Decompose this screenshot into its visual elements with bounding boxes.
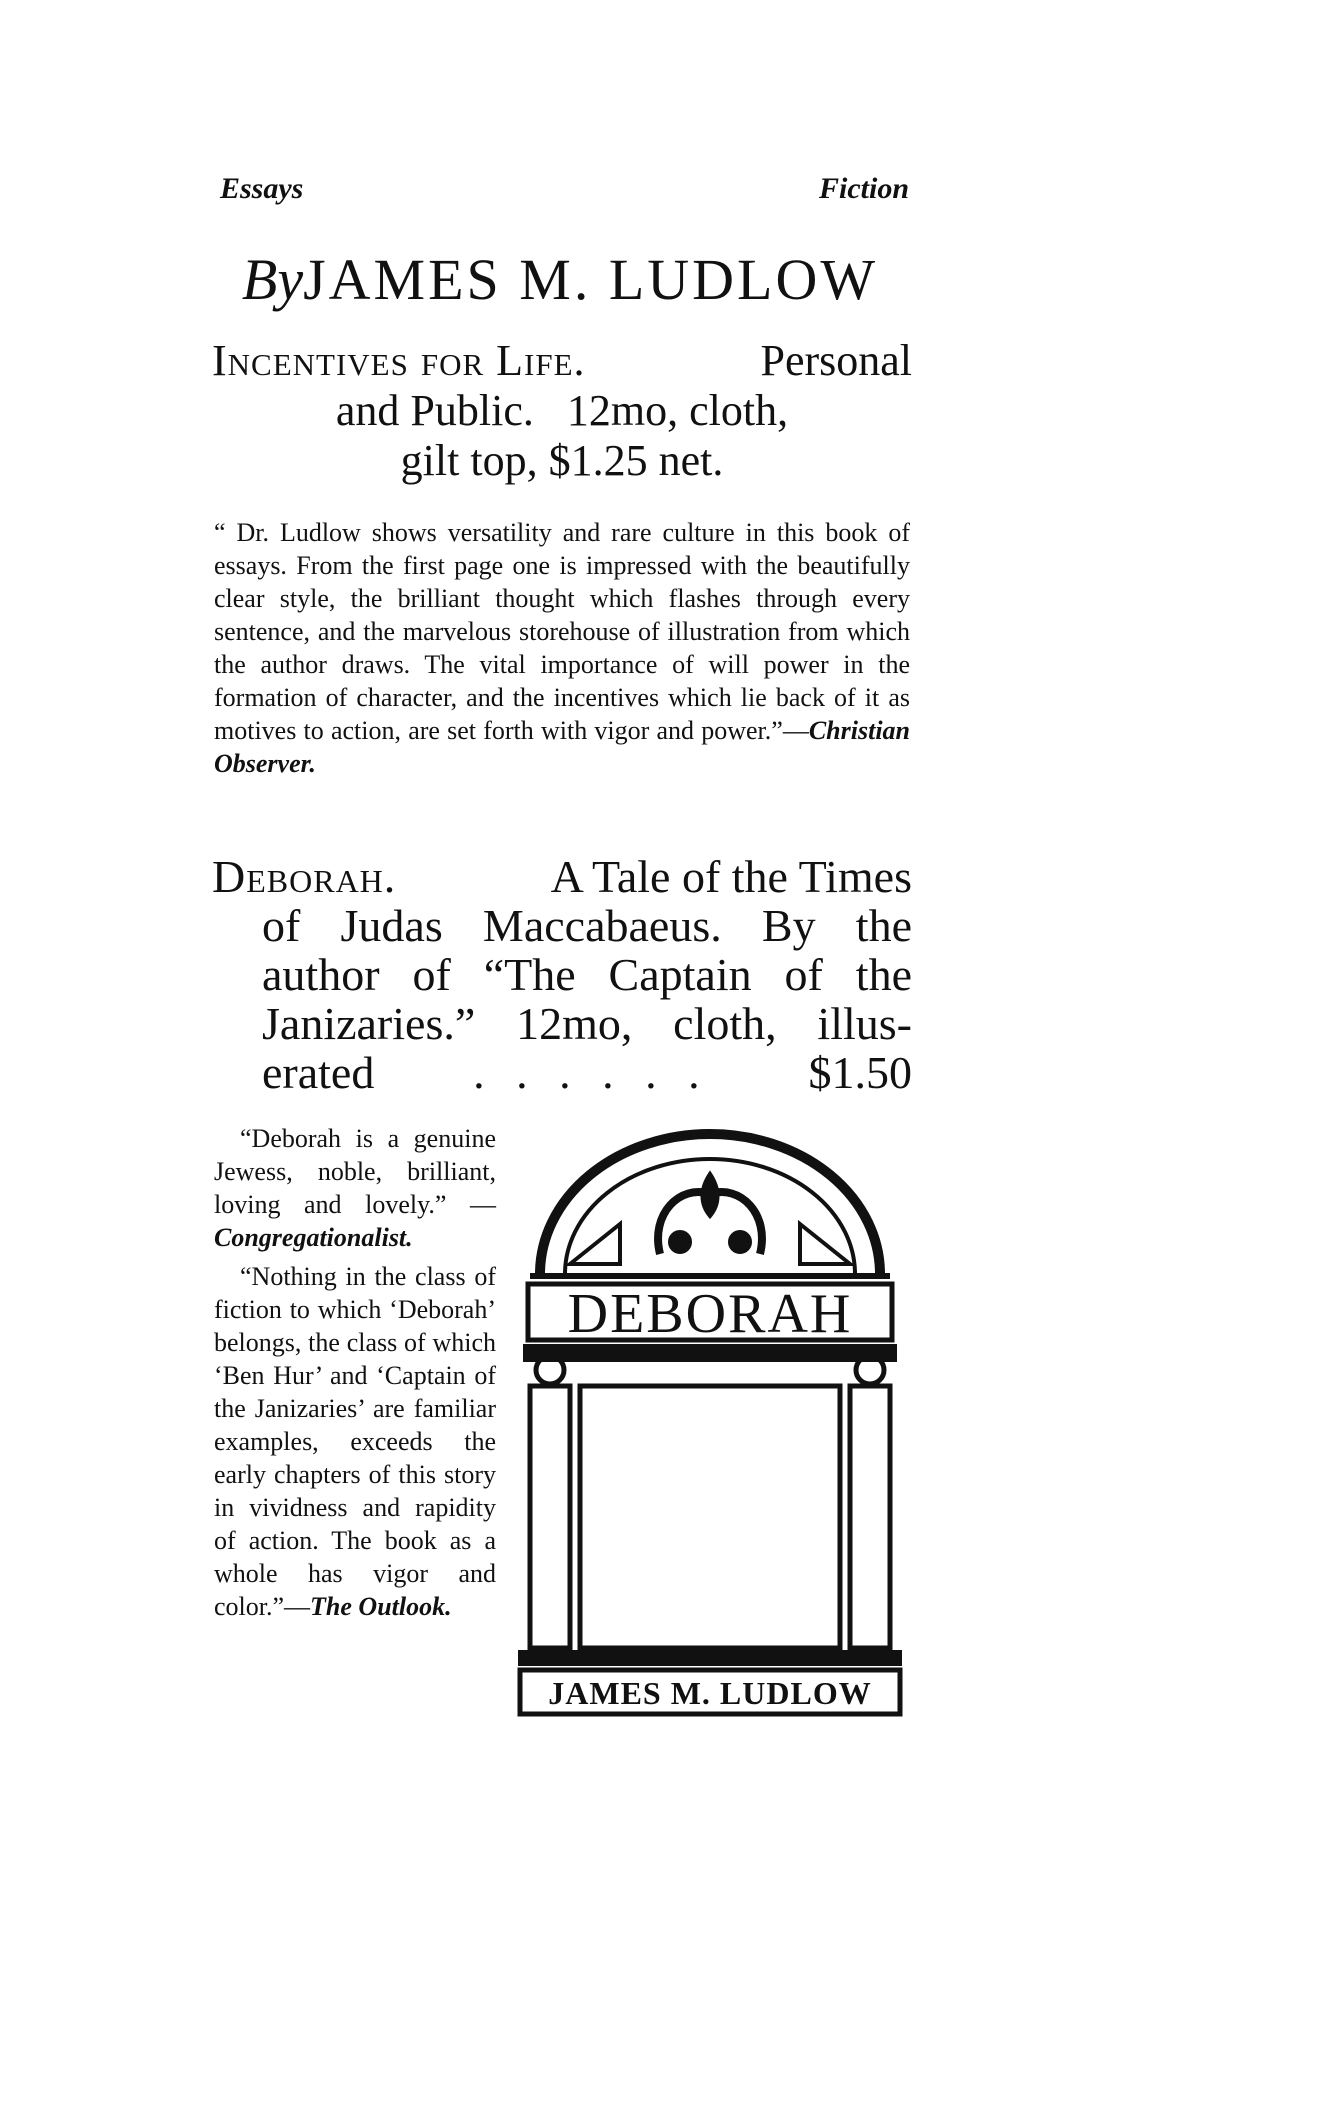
entry2-line3: author of “The Captain of the [262, 949, 912, 1000]
base-bar [520, 1652, 900, 1664]
quote2-paragraph-2 [214, 1260, 496, 1623]
entry2-line1 [212, 852, 912, 901]
column-right [850, 1386, 890, 1648]
quote2-p1-text: “Deborah is a genuine Jewess, noble, brilliant, loving and lovely.” — [214, 1124, 496, 1219]
entry1-title: Incentives for Life. [212, 336, 586, 385]
wreath-knot-left [670, 1232, 690, 1252]
deborah-cover-illustration [510, 1124, 910, 1724]
cover-title-text: DEBORAH [567, 1283, 853, 1345]
quote2-paragraph-1 [214, 1122, 496, 1254]
entry-incentives-for-life [212, 336, 912, 486]
running-head-right: Fiction [818, 172, 909, 205]
wreath-knot-right [730, 1232, 750, 1252]
quote2-p1-source: Congregationalist. [214, 1223, 413, 1252]
entry2-line2: of Judas Maccabaeus. By the [262, 900, 912, 951]
entry2-line4: Janizaries.” 12mo, cloth, illus- [262, 998, 912, 1049]
author-heading [210, 248, 910, 312]
entry1-line1-rest: Personal [760, 336, 912, 385]
capital-bar [525, 1346, 895, 1360]
entry2-price: $1.50 [808, 1047, 912, 1098]
fleur-ornament [703, 1174, 718, 1216]
column-left [530, 1386, 570, 1648]
entry2-line5 [212, 1048, 912, 1097]
review-quotes-deborah [214, 1122, 496, 1629]
entry2-line1-rest: A Tale of the Times [550, 851, 912, 902]
cover-author-text: JAMES M. LUDLOW [548, 1675, 872, 1711]
entry1-line3: gilt top, $1.25 net. [400, 436, 724, 485]
entry2-title: Deborah. [212, 851, 397, 902]
review-quote-christian-observer [214, 516, 910, 780]
entry2-leader-dots: . . . . . . [473, 1047, 710, 1098]
quote1-source: Christian Observer. [214, 716, 910, 778]
quote2-p2-text: “Nothing in the class of fiction to which ‘Deborah’ belongs, the class of which ‘Ben Hur’ and ‘Captain of the Janizaries’ are familiar examples, exceeds the early chapters of this story in vividness and rapidity of action. The book as a whole has vigor and color.”— [214, 1262, 496, 1621]
entry2-erated: erated [262, 1047, 375, 1098]
running-head-left: Essays [220, 172, 304, 205]
quote2-p2-source: The Outlook. [310, 1592, 452, 1621]
author-name: JAMES M. LUDLOW [303, 247, 879, 312]
entry-deborah [212, 852, 912, 1097]
cover-svg [510, 1124, 910, 1724]
quote1-text: “ Dr. Ludlow shows versatility and rare culture in this book of essays. From the first page one is impressed with the beautifully clear style, the brilliant thought which flashes through every sentence, and the marvelous storehouse of illustration from which the author draws. The vital importance of will power in the formation of character, and the incentives which lie back of it as motives to action, are set forth with vigor and power.”— [214, 518, 910, 745]
central-panel [580, 1386, 840, 1648]
entry1-line1 [212, 336, 912, 386]
author-by: By [241, 247, 304, 312]
entry1-line2: and Public. 12mo, cloth, [335, 386, 789, 435]
